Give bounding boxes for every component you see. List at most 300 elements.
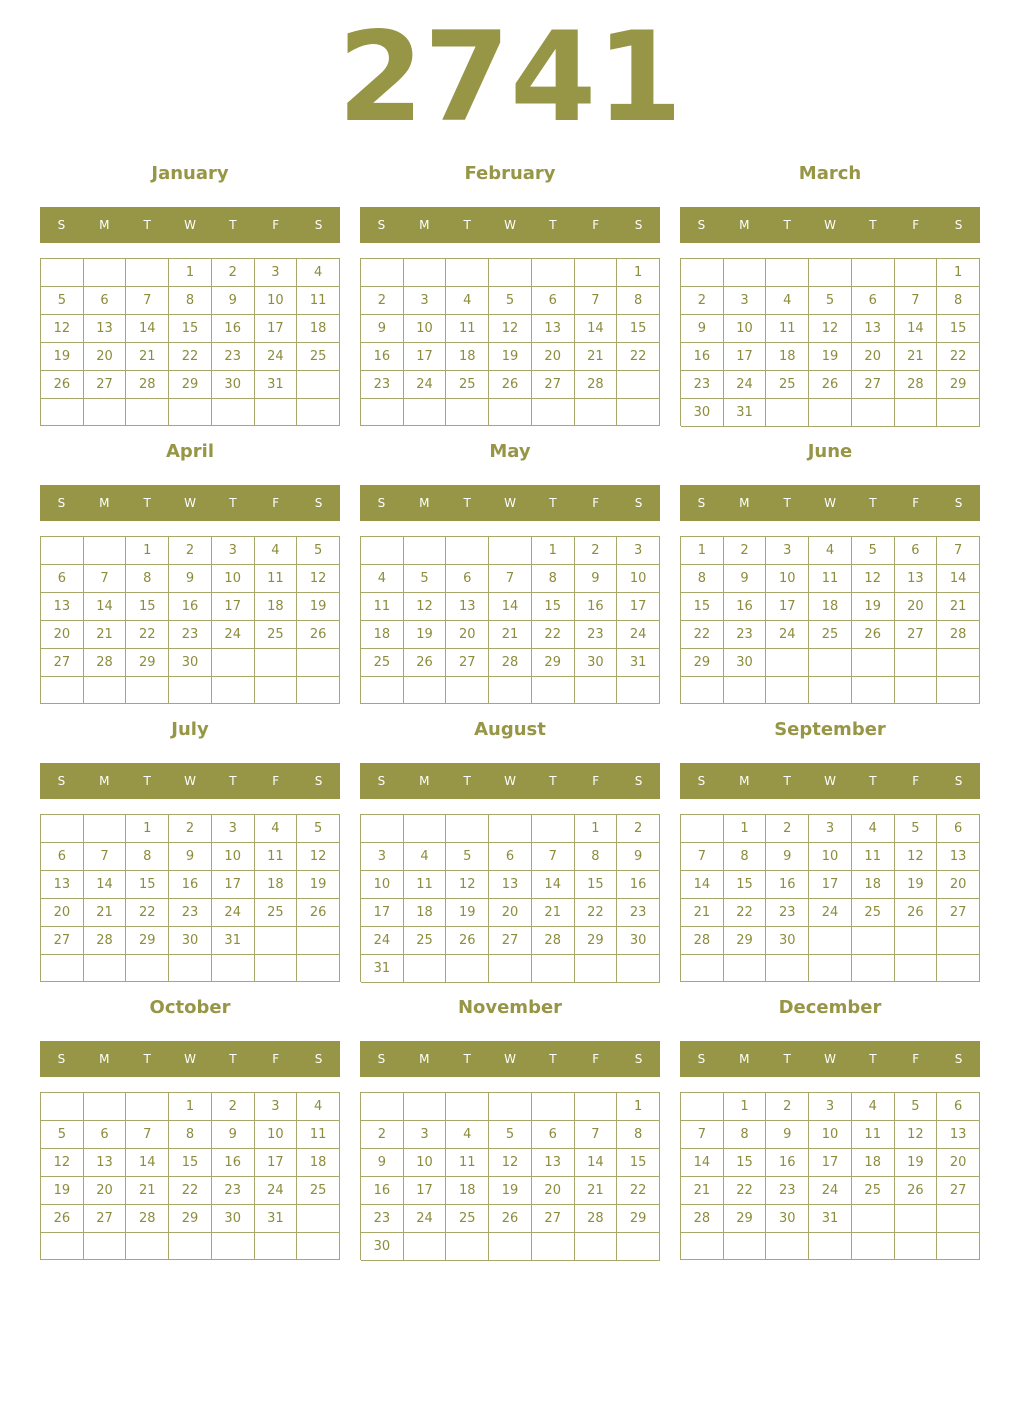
day-cell: 8 xyxy=(532,565,575,593)
day-cell: 14 xyxy=(489,593,532,621)
day-cell: 28 xyxy=(126,371,169,399)
day-cell: 24 xyxy=(255,343,298,371)
weekday-header: S xyxy=(697,774,706,788)
weekday-header: S xyxy=(634,218,643,232)
day-cell: 8 xyxy=(575,843,618,871)
day-cell: 18 xyxy=(766,343,809,371)
day-cell: 15 xyxy=(169,315,212,343)
day-cell: 12 xyxy=(446,871,489,899)
day-cell: 14 xyxy=(681,871,724,899)
day-cell: 6 xyxy=(895,537,938,565)
day-cell: 23 xyxy=(212,1177,255,1205)
day-cell: 17 xyxy=(617,593,660,621)
day-cell: 12 xyxy=(297,565,340,593)
day-cell: 17 xyxy=(809,1149,852,1177)
day-cell: 25 xyxy=(297,343,340,371)
day-cell: 21 xyxy=(937,593,980,621)
day-cell xyxy=(895,259,938,287)
day-cell: 10 xyxy=(809,843,852,871)
day-cell: 1 xyxy=(169,1093,212,1121)
day-cell: 28 xyxy=(532,927,575,955)
day-cell: 16 xyxy=(212,315,255,343)
day-cell: 4 xyxy=(297,259,340,287)
day-cell xyxy=(852,649,895,677)
day-cell: 2 xyxy=(575,537,618,565)
day-cell: 24 xyxy=(809,899,852,927)
day-cell xyxy=(489,677,532,704)
weekday-header: M xyxy=(99,774,110,788)
day-cell xyxy=(446,399,489,426)
day-cell: 9 xyxy=(212,287,255,315)
day-cell: 7 xyxy=(681,1121,724,1149)
day-cell: 15 xyxy=(617,315,660,343)
day-cell xyxy=(41,399,84,426)
day-cell: 12 xyxy=(895,1121,938,1149)
day-cell xyxy=(126,677,169,704)
day-cell: 8 xyxy=(617,1121,660,1149)
day-cell xyxy=(809,259,852,287)
day-cell: 15 xyxy=(532,593,575,621)
day-cell xyxy=(361,537,404,565)
weekday-header: T xyxy=(463,774,471,788)
day-cell xyxy=(41,1093,84,1121)
day-cell xyxy=(724,677,767,704)
day-cell: 26 xyxy=(489,1205,532,1233)
day-cell: 17 xyxy=(724,343,767,371)
weekday-header: W xyxy=(824,774,836,788)
day-cell: 11 xyxy=(297,287,340,315)
day-cell: 2 xyxy=(361,287,404,315)
day-cell xyxy=(41,677,84,704)
day-cell: 11 xyxy=(297,1121,340,1149)
day-cell xyxy=(297,1205,340,1233)
weekday-header: W xyxy=(504,1052,516,1066)
weekday-header-bar xyxy=(40,763,340,799)
day-cell: 29 xyxy=(724,927,767,955)
weekday-header: F xyxy=(272,496,280,510)
day-cell xyxy=(895,955,938,982)
day-cell: 3 xyxy=(255,259,298,287)
day-cell: 23 xyxy=(169,621,212,649)
day-cell xyxy=(169,399,212,426)
day-cell: 16 xyxy=(766,871,809,899)
day-cell xyxy=(126,399,169,426)
day-cell xyxy=(84,677,127,704)
day-cell: 13 xyxy=(84,1149,127,1177)
day-cell: 24 xyxy=(766,621,809,649)
day-cell: 27 xyxy=(84,1205,127,1233)
day-cell: 13 xyxy=(937,843,980,871)
day-cell: 11 xyxy=(361,593,404,621)
day-cell: 16 xyxy=(169,871,212,899)
day-cell: 12 xyxy=(297,843,340,871)
day-cell: 7 xyxy=(532,843,575,871)
day-cell: 13 xyxy=(489,871,532,899)
day-cell: 24 xyxy=(809,1177,852,1205)
day-cell: 2 xyxy=(212,1093,255,1121)
weekday-header: F xyxy=(592,1052,600,1066)
day-cell xyxy=(126,259,169,287)
month-name: June xyxy=(807,441,853,462)
day-cell xyxy=(809,955,852,982)
day-cell: 21 xyxy=(84,899,127,927)
day-cell xyxy=(255,677,298,704)
day-cell: 1 xyxy=(617,259,660,287)
day-cell: 27 xyxy=(852,371,895,399)
weekday-header: T xyxy=(143,218,151,232)
day-cell: 2 xyxy=(766,815,809,843)
day-cell: 9 xyxy=(361,315,404,343)
day-cell: 16 xyxy=(681,343,724,371)
day-cell: 3 xyxy=(766,537,809,565)
day-grid xyxy=(40,536,340,704)
year-title: 2741 xyxy=(337,6,683,150)
day-cell xyxy=(852,677,895,704)
day-cell: 17 xyxy=(255,315,298,343)
weekday-header: T xyxy=(463,496,471,510)
day-cell: 5 xyxy=(297,537,340,565)
day-cell: 16 xyxy=(724,593,767,621)
day-cell: 6 xyxy=(446,565,489,593)
day-cell: 12 xyxy=(489,315,532,343)
day-cell: 16 xyxy=(766,1149,809,1177)
day-cell xyxy=(404,955,447,983)
day-cell: 19 xyxy=(895,1149,938,1177)
day-cell: 15 xyxy=(169,1149,212,1177)
day-cell xyxy=(617,1233,660,1261)
day-cell xyxy=(809,1233,852,1260)
day-cell xyxy=(681,1233,724,1260)
day-cell: 5 xyxy=(404,565,447,593)
day-cell: 14 xyxy=(575,1149,618,1177)
day-cell: 2 xyxy=(617,815,660,843)
day-cell xyxy=(446,677,489,704)
day-cell xyxy=(532,1093,575,1121)
day-cell: 24 xyxy=(212,899,255,927)
day-cell: 13 xyxy=(937,1121,980,1149)
day-cell: 10 xyxy=(404,1149,447,1177)
day-cell: 1 xyxy=(169,259,212,287)
day-cell: 29 xyxy=(126,927,169,955)
weekday-header-bar xyxy=(360,207,660,243)
day-cell: 6 xyxy=(41,565,84,593)
day-cell xyxy=(126,1093,169,1121)
day-cell: 17 xyxy=(361,899,404,927)
weekday-header: S xyxy=(697,496,706,510)
day-cell: 16 xyxy=(617,871,660,899)
day-cell: 13 xyxy=(532,315,575,343)
day-cell: 10 xyxy=(809,1121,852,1149)
weekday-header: T xyxy=(869,774,877,788)
day-cell: 20 xyxy=(489,899,532,927)
day-cell: 10 xyxy=(255,287,298,315)
day-cell: 18 xyxy=(255,871,298,899)
day-cell: 12 xyxy=(41,315,84,343)
day-cell: 3 xyxy=(212,815,255,843)
day-cell: 30 xyxy=(575,649,618,677)
weekday-header: T xyxy=(869,218,877,232)
day-cell xyxy=(575,1093,618,1121)
weekday-header: F xyxy=(912,1052,920,1066)
day-cell xyxy=(617,399,660,426)
day-cell: 7 xyxy=(575,1121,618,1149)
day-cell xyxy=(937,1205,980,1233)
day-cell: 1 xyxy=(724,1093,767,1121)
weekday-header: M xyxy=(739,1052,750,1066)
day-cell: 8 xyxy=(126,843,169,871)
day-cell xyxy=(169,955,212,982)
day-cell: 7 xyxy=(681,843,724,871)
day-cell: 20 xyxy=(895,593,938,621)
day-cell xyxy=(84,1233,127,1260)
weekday-header: S xyxy=(634,1052,643,1066)
day-cell: 22 xyxy=(126,621,169,649)
day-cell: 4 xyxy=(852,815,895,843)
day-cell: 11 xyxy=(255,565,298,593)
day-cell: 26 xyxy=(41,371,84,399)
day-cell: 14 xyxy=(532,871,575,899)
day-cell: 16 xyxy=(169,593,212,621)
day-cell: 22 xyxy=(724,899,767,927)
day-cell xyxy=(41,815,84,843)
day-cell: 8 xyxy=(724,843,767,871)
day-cell: 11 xyxy=(852,1121,895,1149)
day-cell: 19 xyxy=(489,343,532,371)
day-cell: 10 xyxy=(404,315,447,343)
day-cell: 12 xyxy=(895,843,938,871)
day-cell: 3 xyxy=(404,1121,447,1149)
day-cell xyxy=(852,1205,895,1233)
day-cell: 21 xyxy=(489,621,532,649)
day-cell: 25 xyxy=(446,371,489,399)
day-cell xyxy=(84,815,127,843)
day-cell xyxy=(404,259,447,287)
day-cell: 6 xyxy=(937,815,980,843)
weekday-header: S xyxy=(377,218,386,232)
weekday-header: F xyxy=(912,218,920,232)
day-cell: 19 xyxy=(404,621,447,649)
day-cell: 17 xyxy=(255,1149,298,1177)
day-cell xyxy=(937,399,980,427)
weekday-header: T xyxy=(229,496,237,510)
day-cell xyxy=(361,399,404,426)
day-cell: 13 xyxy=(41,871,84,899)
day-cell xyxy=(41,537,84,565)
day-cell xyxy=(297,371,340,399)
weekday-header: W xyxy=(824,496,836,510)
weekday-header: M xyxy=(99,496,110,510)
day-cell: 22 xyxy=(169,1177,212,1205)
day-cell xyxy=(575,259,618,287)
day-cell xyxy=(809,927,852,955)
day-cell: 18 xyxy=(852,1149,895,1177)
month-name: November xyxy=(457,997,563,1018)
day-cell: 18 xyxy=(297,315,340,343)
weekday-header: M xyxy=(419,496,430,510)
day-cell xyxy=(532,955,575,983)
day-cell xyxy=(126,1233,169,1260)
day-cell xyxy=(681,677,724,704)
day-cell: 8 xyxy=(126,565,169,593)
month-name: July xyxy=(171,719,209,740)
day-cell: 21 xyxy=(681,1177,724,1205)
day-cell: 1 xyxy=(532,537,575,565)
day-cell: 18 xyxy=(446,1177,489,1205)
day-cell: 23 xyxy=(575,621,618,649)
weekday-header: S xyxy=(377,496,386,510)
day-cell: 9 xyxy=(766,1121,809,1149)
day-cell: 23 xyxy=(361,371,404,399)
day-cell: 28 xyxy=(84,649,127,677)
day-cell xyxy=(446,259,489,287)
day-cell: 15 xyxy=(937,315,980,343)
day-cell: 1 xyxy=(724,815,767,843)
day-cell: 17 xyxy=(404,1177,447,1205)
weekday-header: W xyxy=(184,1052,196,1066)
day-cell xyxy=(681,955,724,982)
day-cell: 9 xyxy=(681,315,724,343)
day-cell: 12 xyxy=(809,315,852,343)
day-cell xyxy=(575,677,618,704)
day-cell: 9 xyxy=(575,565,618,593)
day-cell xyxy=(212,649,255,677)
day-cell xyxy=(255,1233,298,1260)
day-cell: 20 xyxy=(937,871,980,899)
day-cell xyxy=(809,399,852,427)
weekday-header: T xyxy=(783,774,791,788)
day-cell: 28 xyxy=(895,371,938,399)
day-cell: 28 xyxy=(126,1205,169,1233)
day-cell xyxy=(852,927,895,955)
day-cell: 4 xyxy=(404,843,447,871)
day-cell: 22 xyxy=(617,343,660,371)
weekday-header-bar xyxy=(680,1041,980,1077)
weekday-header: M xyxy=(739,218,750,232)
day-cell: 22 xyxy=(724,1177,767,1205)
day-cell: 18 xyxy=(361,621,404,649)
day-cell: 23 xyxy=(724,621,767,649)
day-cell xyxy=(617,371,660,399)
day-cell: 23 xyxy=(681,371,724,399)
day-cell xyxy=(532,815,575,843)
weekday-header: T xyxy=(463,1052,471,1066)
day-cell: 28 xyxy=(937,621,980,649)
day-cell: 26 xyxy=(895,1177,938,1205)
day-cell xyxy=(681,1093,724,1121)
day-cell: 1 xyxy=(617,1093,660,1121)
day-cell: 27 xyxy=(937,899,980,927)
day-cell xyxy=(361,815,404,843)
day-cell: 6 xyxy=(532,1121,575,1149)
day-cell: 31 xyxy=(212,927,255,955)
day-cell: 13 xyxy=(446,593,489,621)
day-cell: 25 xyxy=(361,649,404,677)
day-cell: 30 xyxy=(617,927,660,955)
weekday-header: T xyxy=(783,496,791,510)
day-cell: 18 xyxy=(404,899,447,927)
day-cell: 31 xyxy=(809,1205,852,1233)
day-cell xyxy=(212,1233,255,1260)
day-cell: 27 xyxy=(446,649,489,677)
day-cell: 26 xyxy=(809,371,852,399)
day-cell: 10 xyxy=(212,843,255,871)
day-cell: 1 xyxy=(126,537,169,565)
day-cell: 17 xyxy=(212,871,255,899)
day-cell: 29 xyxy=(724,1205,767,1233)
day-cell: 10 xyxy=(255,1121,298,1149)
day-cell: 4 xyxy=(255,815,298,843)
weekday-header: W xyxy=(824,218,836,232)
weekday-header: M xyxy=(419,774,430,788)
day-cell: 11 xyxy=(446,315,489,343)
day-cell xyxy=(937,1233,980,1260)
day-cell: 9 xyxy=(169,843,212,871)
day-cell: 6 xyxy=(84,1121,127,1149)
weekday-header: T xyxy=(143,496,151,510)
day-cell xyxy=(681,259,724,287)
day-cell: 21 xyxy=(84,621,127,649)
day-cell: 8 xyxy=(617,287,660,315)
weekday-header: M xyxy=(99,1052,110,1066)
day-cell: 6 xyxy=(489,843,532,871)
day-cell xyxy=(446,537,489,565)
day-cell xyxy=(361,1093,404,1121)
day-cell xyxy=(41,1233,84,1260)
day-cell xyxy=(766,259,809,287)
day-cell: 10 xyxy=(212,565,255,593)
day-cell xyxy=(297,677,340,704)
day-cell: 17 xyxy=(809,871,852,899)
day-cell: 11 xyxy=(852,843,895,871)
day-cell: 26 xyxy=(489,371,532,399)
day-cell xyxy=(766,399,809,427)
day-cell xyxy=(766,955,809,982)
day-cell: 2 xyxy=(681,287,724,315)
day-cell xyxy=(895,1205,938,1233)
weekday-header: T xyxy=(143,774,151,788)
day-cell: 6 xyxy=(532,287,575,315)
day-grid xyxy=(40,258,340,426)
day-grid xyxy=(360,1092,660,1260)
day-cell: 3 xyxy=(361,843,404,871)
day-cell: 2 xyxy=(724,537,767,565)
day-cell xyxy=(404,1233,447,1261)
weekday-header: S xyxy=(697,218,706,232)
day-cell xyxy=(84,955,127,982)
weekday-header: T xyxy=(229,218,237,232)
day-cell: 29 xyxy=(617,1205,660,1233)
day-cell: 31 xyxy=(617,649,660,677)
day-cell: 31 xyxy=(724,399,767,427)
day-cell: 5 xyxy=(41,287,84,315)
day-cell xyxy=(255,927,298,955)
day-cell xyxy=(169,1233,212,1260)
day-cell xyxy=(84,399,127,426)
day-cell xyxy=(724,955,767,982)
day-cell: 13 xyxy=(41,593,84,621)
day-cell: 30 xyxy=(169,927,212,955)
weekday-header: F xyxy=(592,774,600,788)
weekday-header: S xyxy=(314,218,323,232)
weekday-header-bar xyxy=(40,207,340,243)
day-cell: 28 xyxy=(575,1205,618,1233)
day-cell: 22 xyxy=(169,343,212,371)
day-cell: 14 xyxy=(126,1149,169,1177)
day-cell: 26 xyxy=(446,927,489,955)
day-cell: 24 xyxy=(212,621,255,649)
weekday-header: F xyxy=(272,1052,280,1066)
day-grid xyxy=(360,814,660,982)
